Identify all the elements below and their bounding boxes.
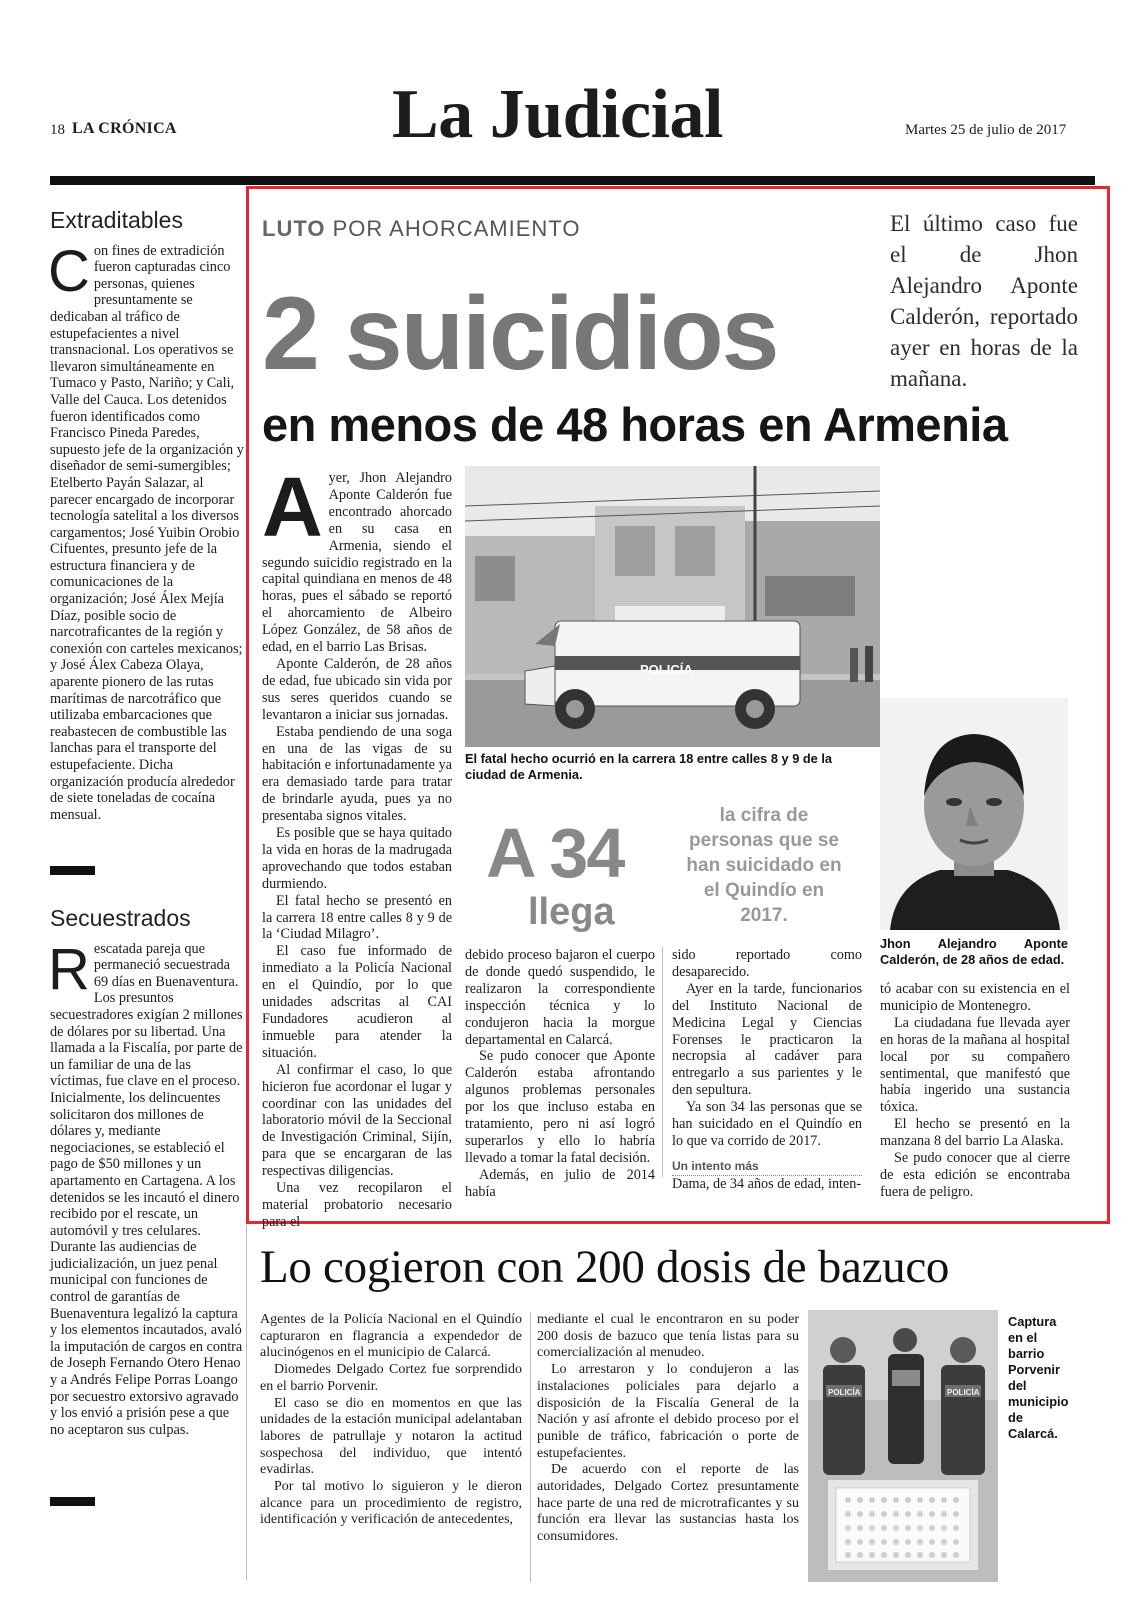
paragraph: Aponte Calderón, de 28 años de edad, fue ubicado sin vida por sus seres queridos cuando se levantaron a iniciar sus jornadas. [262,655,452,723]
story-column-1 [262,460,452,1231]
dropcap: A [262,460,323,554]
headline-secondary: en menos de 48 horas en Armenia [262,398,1008,451]
stat-word: llega [528,891,615,933]
man-portrait [880,698,1068,930]
sidebar-heading-extraditables: Extraditables [50,207,183,233]
dropcap: R [48,936,90,1002]
paragraph: Diomedes Delgado Cortez fue sorprendido en el barrio Porvenir. [260,1362,522,1394]
kicker-bold: LUTO [262,216,326,241]
story2-headline: Lo cogieron con 200 dosis de bazuco [260,1241,950,1293]
paragraph: Se pudo conocer que al cierre de esta edición se encontraba fuera de peligro. [880,1150,1070,1200]
stat-description: la cifra de personas que se han suicidado en el Quindío en 2017. [686,805,842,926]
column-rule [246,1225,247,1580]
section-title: La Judicial [392,76,723,153]
sidebar-extraditables [48,207,246,823]
paragraph: Es posible que se haya quitado la vida en horas de la madrugada aprovechando que todos estaban durmiendo. [262,825,452,892]
paragraph: Por tal motivo lo siguieron y le dieron alcance para un procedimiento de registro, identificación y verificación de antecedentes, [260,1479,522,1528]
portrait-caption: Jhon Alejandro Aponte Calderón, de 28 años de edad. [880,936,1068,967]
story-column-2 [465,947,655,1201]
paragraph: yer, Jhon Alejandro Aponte Calderón fue encontrado ahorcado en su casa en Armenia, siendo el segundo suicidio registrado en la capital quindiana en menos de 48 horas, pues el sábado se reportó el ahorcamiento de Albeiro López González, de 58 años de edad, en el barrio Las Brisas. [262,470,452,656]
photo-caption: El fatal hecho ocurrió en la carrera 18 entre calles 8 y 9 de la ciudad de Armenia. [465,751,833,782]
dropcap: C [48,238,90,304]
subhead: Un intento más [672,1158,862,1176]
sidebar-secuestrados [48,905,246,1438]
street-scene-photo [465,466,880,747]
portrait-photo [880,698,1068,930]
vest-text: POLICÍA [828,1388,861,1397]
stat-number: A 34 [486,814,624,892]
vest-text: POLICÍA [947,1388,980,1397]
paragraph: Ayer en la tarde, funcionarios del Instituto Nacional de Medicina Legal y Ciencias Forenses le practicaron la necropsia al cadáver para entregarlo a sus parientes y le den sepultura. [672,980,862,1099]
paragraph: El hecho se presentó en la manzana 8 del barrio La Alaska. [880,1116,1070,1150]
story-column-4 [880,981,1070,1201]
sidebar-heading-secuestrados: Secuestrados [50,905,191,931]
vehicle-text: POLICÍA [640,662,693,677]
story-deck: El último caso fue el de Jhon Alejandro Aponte Calderón, reportado ayer en horas de la mañana. [890,211,1078,391]
paragraph: Ya son 34 las personas que se han suicidado en el Quindío en lo que va corrido de 2017. [672,1099,862,1149]
column-rule [662,947,663,1177]
story2-column-2 [537,1312,799,1546]
paragraph: mediante el cual le encontraron en su poder 200 dosis de bazuco que tenía listas para su comercialización al menudeo. [537,1312,799,1361]
paragraph: Además, en julio de 2014 había [465,1166,655,1200]
paragraph: Estaba pendiendo de una soga en una de las vigas de su habitación e infortunadamente ya era demasiado tarde para tratar de brindarle ayuda, pues ya no presentaba signos vitales. [262,723,452,825]
news-photo [465,466,880,747]
paragraph: De acuerdo con el reporte de las autoridades, Delgado Cortez presuntamente hace parte de una red de microtraficantes y su función era llevar las sustancias hasta los consumidores. [537,1462,799,1545]
paragraph: Lo arrestaron y lo condujeron a las instalaciones policiales para dejarlo a disposición de la Fiscalía General de la Nación y así afronte el debido proceso por el punible de tráfico, fabricación o porte de estupefacientes. [537,1362,799,1461]
paragraph: Se pudo conocer que Aponte Calderón estaba afrontando algunos problemas personales por los que incluso estaba en tratamiento, pero ni así logró superarlos y ello lo habría llevado a tomar la fatal decisión. [465,1048,655,1166]
paragraph: Agentes de la Policía Nacional en el Quindío capturaron en flagrancia a expendedor de alucinógenos en el municipio de Calarcá. [260,1312,522,1361]
story-column-3 [672,947,862,1193]
paragraph: La ciudadana fue llevada ayer en horas de la mañana al hospital local por su compañero sentimental, que manifestó que había ingerido una sustancia tóxica. [880,1014,1070,1116]
column-rule [530,1312,531,1582]
arrest-photo [808,1310,998,1582]
paragraph: El fatal hecho se presentó en la carrera 18 entre calles 8 y 9 de la ‘Ciudad Milagro’. [262,892,452,943]
publication-date: Martes 25 de julio de 2017 [905,122,1067,138]
sidebar-body-text: on fines de extradición fueron capturadas cinco personas, quienes presuntamente se dedicaban al tráfico de estupefacientes a nivel transnacional. Los operativos se llevaron simultáneamente en Tumaco y Pasto, Nariño; y Cali, Valle del Cauca. Los detenidos fueron identificados como Francisco Pineda Paredes, supuesto jefe de la organización y diseñador de semi-sumergibles; Etelberto Payán Salazar, al parecer encargado de incorporar tecnología satelital a los diversos cargamentos; José Yuibin Orobio Cifuentes, presunto jefe de la estructura financiera y de comunicaciones de la organización; José Álex Mejía Díaz, posible socio de narcotraficantes de la región y conexión con carteles mexicanos; y José Álex Cabeza Olaya, aparente pionero de las rutas marítimas de narcotráfico que utilizaba embarcaciones que reabastecen de combustible las lanchas para el transporte del estupefaciente. Dicha organización producía alrededor de siete toneladas de cocaína mensual. [50,242,244,823]
paragraph: Al confirmar el caso, lo que hicieron fue acordonar el lugar y coordinar con las unidades del laboratorio móvil de la Seccional de Investigación Criminal, Sijín, para que se encargaran de las respectivas diligencias. [262,1061,452,1180]
kicker-rest: POR AHORCAMIENTO [332,216,581,241]
paragraph: El caso se dio en momentos en que las unidades de la estación municipal adelantaban labores de patrullaje y notaron la actitud sospechosa del individuo, que intentó evadirlas. [260,1395,522,1478]
sidebar-text-secuestrados [48,936,246,1439]
story-kicker [262,216,580,242]
sidebar-text-extraditables [48,238,246,824]
paragraph: tó acabar con su existencia en el municipio de Montenegro. [880,981,1070,1014]
sidebar-divider [50,1497,95,1506]
arrest-photo-caption: Captura en el barrio Porvenir del municipio de Calarcá. [1008,1314,1069,1441]
header-rule [50,176,1095,185]
paragraph: El caso fue informado de inmediato a la Policía Nacional en el Quindío, por lo que unidades adscritas al CAI Fundadores acudieron al inmueble para atender la situación. [262,943,452,1061]
sidebar-divider [50,866,95,875]
paragraph: Dama, de 34 años de edad, inten- [672,1175,862,1192]
headline-main: 2 suicidios [262,276,778,392]
masthead: LA CRÓNICA [72,120,177,137]
paragraph: sido reportado como desaparecido. [672,947,862,980]
paragraph: debido proceso bajaron el cuerpo de donde quedó suspendido, le realizaron la correspondiente inspección técnica y lo condujeron hacia la morgue departamental en Calarcá. [465,947,655,1048]
sidebar-body-text: escatada pareja que permaneció secuestrada 69 días en Buenaventura. Los presuntos secuestradores exigían 2 millones de dólares por su libertad. Una llamada a la Fiscalía, por parte de un familiar de una de las víctimas, fue clave en el proceso. Inicialmente, los delincuentes solicitaron dos millones de dólares y, mediante negociaciones, se estableció el pago de $50 millones y un apartamento en Cartagena. A los detenidos se les incautó el dinero recibido por el rescate, un automóvil y tres celulares. Durante las audiencias de judicialización, un juez penal municipal con funciones de control de garantías de Buenaventura legalizó la captura y los elementos incautados, avaló la imputación de cargos en contra de Joseph Fernando Otero Henao y a Andrés Felipe Porras Loango por secuestro extorsivo agravado y los envió a prisión pese a que no aceptaron sus culpas. [50,940,243,1438]
page-number: 18 [50,122,65,138]
story2-column-1 [260,1312,522,1529]
paragraph: Una vez recopilaron el material probatorio necesario para el [262,1180,452,1230]
arrest-scene-photo [808,1310,998,1582]
